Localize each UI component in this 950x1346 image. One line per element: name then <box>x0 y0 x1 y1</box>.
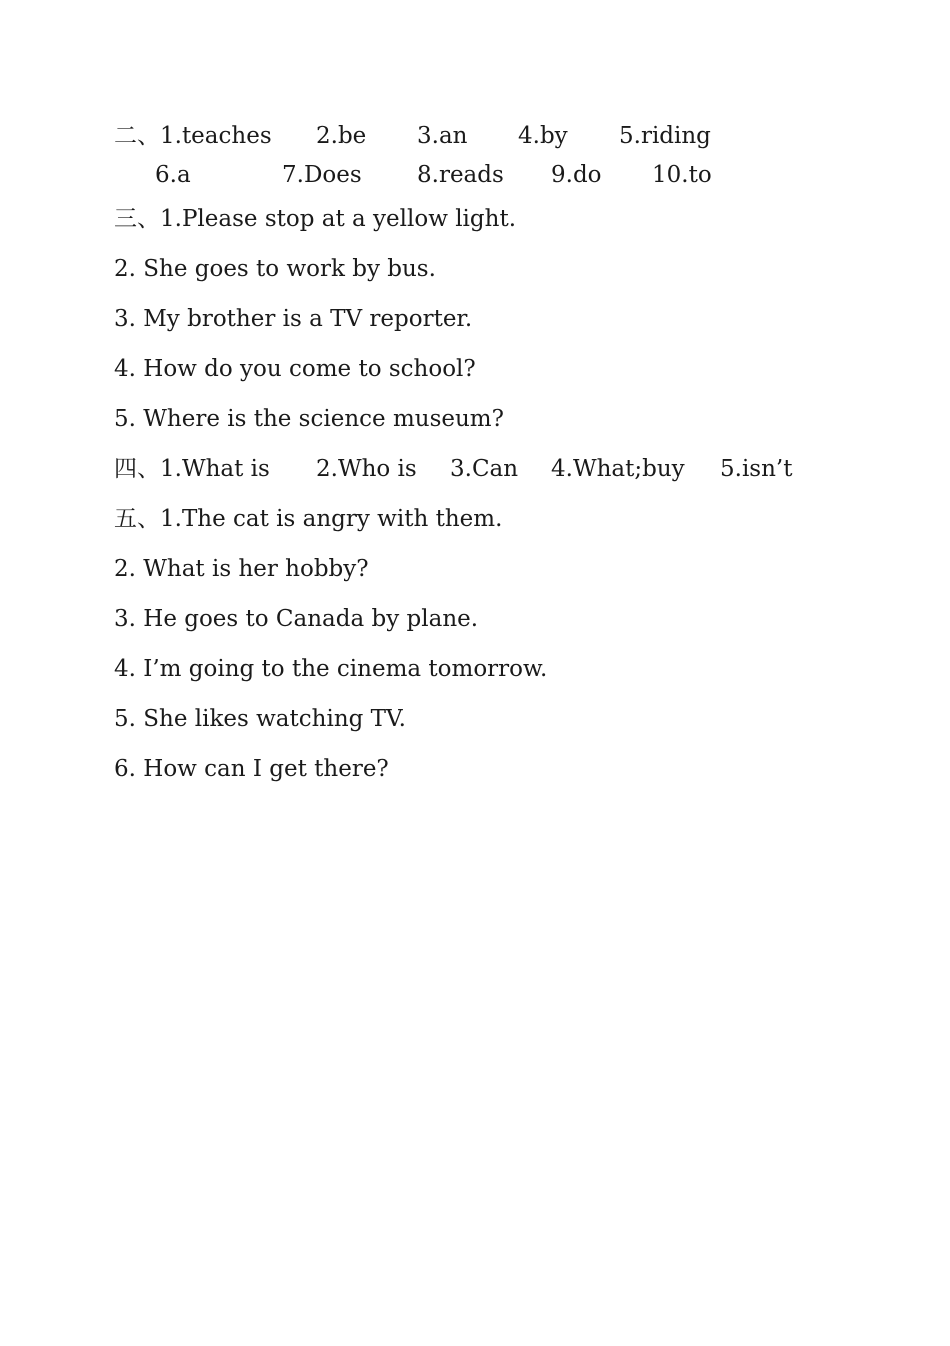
answer-2-2: 2.be <box>316 123 367 149</box>
answer-3-5: 5. Where is the science museum? <box>114 406 504 432</box>
answer-5-4: 4. I’m going to the cinema tomorrow. <box>114 656 548 682</box>
answer-2-8: 8.reads <box>417 162 504 188</box>
answer-5-3: 3. He goes to Canada by plane. <box>114 606 479 632</box>
answer-2-10: 10.to <box>652 162 712 188</box>
answer-4-1: 四、1.What is <box>114 456 270 482</box>
answer-2-1: 二、1.teaches <box>114 123 272 149</box>
answer-5-2: 2. What is her hobby? <box>114 556 369 582</box>
section-2-row-2 <box>0 160 950 190</box>
answer-2-6: 6.a <box>155 162 191 188</box>
answer-3-3: 3. My brother is a TV reporter. <box>114 306 473 332</box>
answer-5-5: 5. She likes watching TV. <box>114 706 406 732</box>
answer-2-9: 9.do <box>551 162 602 188</box>
answer-4-2: 2.Who is <box>316 456 417 482</box>
section-2-row-1 <box>0 121 950 151</box>
answer-4-5: 5.isn’t <box>720 456 793 482</box>
answer-2-3: 3.an <box>417 123 468 149</box>
answer-4-4: 4.What;buy <box>551 456 685 482</box>
answer-2-7: 7.Does <box>282 162 362 188</box>
answer-4-3: 3.Can <box>450 456 519 482</box>
answer-5-1: 五、1.The cat is angry with them. <box>114 506 503 532</box>
answer-2-5: 5.riding <box>619 123 711 149</box>
section-4-row <box>0 454 950 484</box>
answer-3-4: 4. How do you come to school? <box>114 356 476 382</box>
answer-2-4: 4.by <box>518 123 568 149</box>
answer-5-6: 6. How can I get there? <box>114 756 389 782</box>
answer-3-1: 三、1.Please stop at a yellow light. <box>114 206 517 232</box>
answer-3-2: 2. She goes to work by bus. <box>114 256 436 282</box>
